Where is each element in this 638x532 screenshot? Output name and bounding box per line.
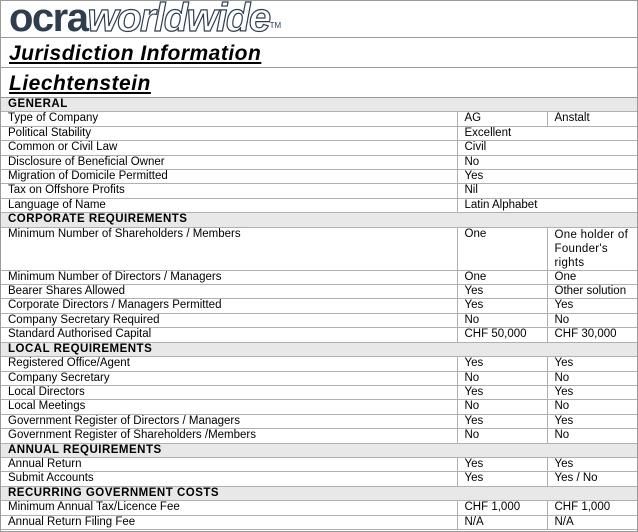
page-title: Jurisdiction Information <box>9 42 262 65</box>
section-header: LOCAL REQUIREMENTS <box>1 342 637 356</box>
table-row <box>1 429 637 443</box>
table-row <box>1 126 637 140</box>
value-ag: Yes <box>457 285 547 299</box>
value-ag: CHF 1,000 <box>457 501 547 515</box>
row-label: Type of Company <box>1 112 457 126</box>
row-label: Minimum Number of Shareholders / Members <box>1 227 457 270</box>
row-label: Common or Civil Law <box>1 141 457 155</box>
value-anstalt: Yes <box>547 414 637 428</box>
row-value: Excellent <box>457 126 637 140</box>
table-row <box>1 141 637 155</box>
value-ag: No <box>457 400 547 414</box>
value-ag: Yes <box>457 385 547 399</box>
value-ag: No <box>457 371 547 385</box>
value-ag: CHF 50,000 <box>457 328 547 342</box>
section-annual <box>1 443 637 457</box>
row-label: Annual Return Filing Fee <box>1 515 457 529</box>
table-row <box>1 198 637 212</box>
table-row <box>1 285 637 299</box>
section-header: ANNUAL REQUIREMENTS <box>1 443 637 457</box>
value-anstalt: Yes / No <box>547 472 637 486</box>
value-anstalt: Yes <box>547 299 637 313</box>
table-row <box>1 270 637 284</box>
section-local <box>1 342 637 356</box>
table-row <box>1 414 637 428</box>
row-value: Yes <box>457 170 637 184</box>
table-row <box>1 299 637 313</box>
table-row <box>1 184 637 198</box>
value-anstalt: No <box>547 429 637 443</box>
table-row <box>1 170 637 184</box>
row-label: Migration of Domicile Permitted <box>1 170 457 184</box>
jurisdiction-table <box>1 98 637 530</box>
table-row <box>1 227 637 270</box>
value-ag: Yes <box>457 299 547 313</box>
jurisdiction-title-row <box>1 68 637 98</box>
row-label: Minimum Number of Directors / Managers <box>1 270 457 284</box>
row-label: Company Secretary <box>1 371 457 385</box>
value-anstalt: Other solution <box>547 285 637 299</box>
table-row <box>1 501 637 515</box>
row-value: No <box>457 155 637 169</box>
value-ag: AG <box>457 112 547 126</box>
row-value: Civil <box>457 141 637 155</box>
page-title-row <box>1 38 637 68</box>
row-label: Company Secretary Required <box>1 313 457 327</box>
value-anstalt: Yes <box>547 457 637 471</box>
value-anstalt: One <box>547 270 637 284</box>
row-label: Minimum Annual Tax/Licence Fee <box>1 501 457 515</box>
table-row <box>1 328 637 342</box>
row-label: Tax on Offshore Profits <box>1 184 457 198</box>
table-row <box>1 357 637 371</box>
row-value: Latin Alphabet <box>457 198 637 212</box>
section-header: RECURRING GOVERNMENT COSTS <box>1 486 637 500</box>
row-label: Disclosure of Beneficial Owner <box>1 155 457 169</box>
value-anstalt: One holder of Founder's rights <box>547 227 637 270</box>
value-ag: One <box>457 227 547 270</box>
value-anstalt: Yes <box>547 385 637 399</box>
section-header: CORPORATE REQUIREMENTS <box>1 213 637 227</box>
table-row <box>1 457 637 471</box>
row-label: Standard Authorised Capital <box>1 328 457 342</box>
table-row <box>1 385 637 399</box>
table-row <box>1 515 637 529</box>
row-label: Submit Accounts <box>1 472 457 486</box>
value-ag: No <box>457 313 547 327</box>
section-recurring <box>1 486 637 500</box>
value-anstalt: No <box>547 313 637 327</box>
section-header: GENERAL <box>1 98 637 112</box>
jurisdiction-name: Liechtenstein <box>9 72 151 95</box>
table-row <box>1 112 637 126</box>
logo-header <box>1 1 637 38</box>
table-row <box>1 472 637 486</box>
row-label: Corporate Directors / Managers Permitted <box>1 299 457 313</box>
value-anstalt: CHF 1,000 <box>547 501 637 515</box>
value-anstalt: No <box>547 400 637 414</box>
value-anstalt: N/A <box>547 515 637 529</box>
value-ag: No <box>457 429 547 443</box>
row-value: Nil <box>457 184 637 198</box>
ocraworldwide-logo: ocraworldwide™ <box>9 0 282 40</box>
value-ag: Yes <box>457 357 547 371</box>
row-label: Government Register of Shareholders /Members <box>1 429 457 443</box>
value-ag: One <box>457 270 547 284</box>
row-label: Local Meetings <box>1 400 457 414</box>
value-ag: Yes <box>457 472 547 486</box>
section-corporate <box>1 213 637 227</box>
row-label: Local Directors <box>1 385 457 399</box>
value-anstalt: No <box>547 371 637 385</box>
table-row <box>1 371 637 385</box>
value-anstalt: CHF 30,000 <box>547 328 637 342</box>
value-ag: Yes <box>457 414 547 428</box>
table-row <box>1 313 637 327</box>
value-anstalt: Anstalt <box>547 112 637 126</box>
row-label: Annual Return <box>1 457 457 471</box>
row-label: Registered Office/Agent <box>1 357 457 371</box>
table-row <box>1 400 637 414</box>
value-ag: Yes <box>457 457 547 471</box>
value-anstalt: Yes <box>547 357 637 371</box>
row-label: Bearer Shares Allowed <box>1 285 457 299</box>
row-label: Political Stability <box>1 126 457 140</box>
table-row <box>1 155 637 169</box>
value-ag: N/A <box>457 515 547 529</box>
section-general <box>1 98 637 112</box>
row-label: Language of Name <box>1 198 457 212</box>
row-label: Government Register of Directors / Managers <box>1 414 457 428</box>
